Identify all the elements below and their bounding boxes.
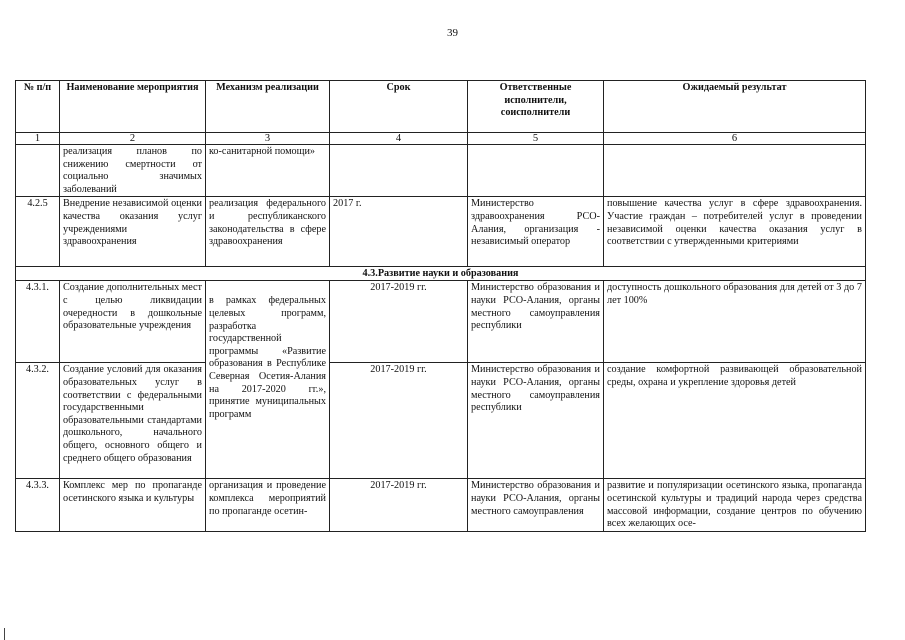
row-term: 2017 г. (330, 197, 468, 267)
header-number: № п/п (16, 81, 60, 133)
scan-edge-mark (4, 628, 5, 640)
shared-mechanism: в рамках федеральных целевых программ, разработка государственной программы «Развитие образования в Республике Северная Осетия-Алания на 2017-2020 гг.», принятие муниципальных программ (206, 281, 330, 479)
row-activity-name: Комплекс мер по пропаганде осетинского языка и культуры (60, 479, 206, 531)
row-number: 4.3.3. (16, 479, 60, 531)
row-responsible: Министерство образования и науки РСО-Алания, органы местного самоуправления республики (468, 281, 604, 363)
row-responsible: Министерство образования и науки РСО-Алания, органы местного самоуправления (468, 479, 604, 531)
row-number: 4.2.5 (16, 197, 60, 267)
row-activity-name: Создание дополнительных мест с целью ликвидации очередности в дошкольные образовательные учреждения (60, 281, 206, 363)
page-number: 39 (447, 27, 458, 39)
row-term: 2017-2019 гг. (330, 281, 468, 363)
column-number: 4 (330, 133, 468, 145)
row-expected-result: создание комфортной развивающей образовательной среды, охрана и укрепление здоровья детей (604, 363, 866, 479)
table-row (16, 145, 866, 197)
column-number: 2 (60, 133, 206, 145)
row-activity-name: Внедрение независимой оценки качества оказания услуг учреждениями здравоохранения (60, 197, 206, 267)
row-expected-result: развитие и популяризации осетинского языка, пропаганда осетинской культуры и традиций народа через средства массовой информации, создание центров по обучению всех желающих осе- (604, 479, 866, 531)
row-expected-result: доступность дошкольного образования для детей от 3 до 7 лет 100% (604, 281, 866, 363)
row-term (330, 145, 468, 197)
row-number: 4.3.2. (16, 363, 60, 479)
row-term: 2017-2019 гг. (330, 363, 468, 479)
row-expected-result (604, 145, 866, 197)
column-numbers-row (16, 133, 866, 145)
row-mechanism: реализация федерального и республиканского законодательства в сфере здравоохранения (206, 197, 330, 267)
row-responsible (468, 145, 604, 197)
action-plan-table (15, 80, 866, 532)
column-number: 5 (468, 133, 604, 145)
section-title: 4.3.Развитие науки и образования (16, 267, 866, 281)
row-expected-result: повышение качества услуг в сфере здравоохранения. Участие граждан – потребителей услуг в проведении независимой оценки качества оказания услуг в соответствии с утвержденными критериями (604, 197, 866, 267)
row-number (16, 145, 60, 197)
row-activity-name: Создание условий для оказания образовательных услуг в соответствии с федеральными государственными образовательными стандартами дошкольного, начального общего, основного общего и среднего общего образования (60, 363, 206, 479)
header-expected-result: Ожидаемый результат (604, 81, 866, 133)
row-responsible: Министерство образования и науки РСО-Алания, органы местного самоуправления республики (468, 363, 604, 479)
section-row (16, 267, 866, 281)
table-row (16, 363, 866, 479)
row-term: 2017-2019 гг. (330, 479, 468, 531)
column-number: 1 (16, 133, 60, 145)
header-activity-name: Наименование мероприятия (60, 81, 206, 133)
header-mechanism: Механизм реализации (206, 81, 330, 133)
table-row (16, 479, 866, 531)
column-number: 3 (206, 133, 330, 145)
header-row (16, 81, 866, 133)
column-number: 6 (604, 133, 866, 145)
row-activity-name: реализация планов по снижению смертности от социально значимых заболеваний (60, 145, 206, 197)
table-row (16, 281, 866, 363)
row-number: 4.3.1. (16, 281, 60, 363)
row-responsible: Министерство здравоохранения РСО-Алания, организация - независимый оператор (468, 197, 604, 267)
header-responsible: Ответственные исполнители, соисполнители (468, 81, 604, 133)
header-term: Срок (330, 81, 468, 133)
row-mechanism: организация и проведение комплекса мероприятий по пропаганде осетин- (206, 479, 330, 531)
row-mechanism: ко-санитарной помощи» (206, 145, 330, 197)
table-row (16, 197, 866, 267)
